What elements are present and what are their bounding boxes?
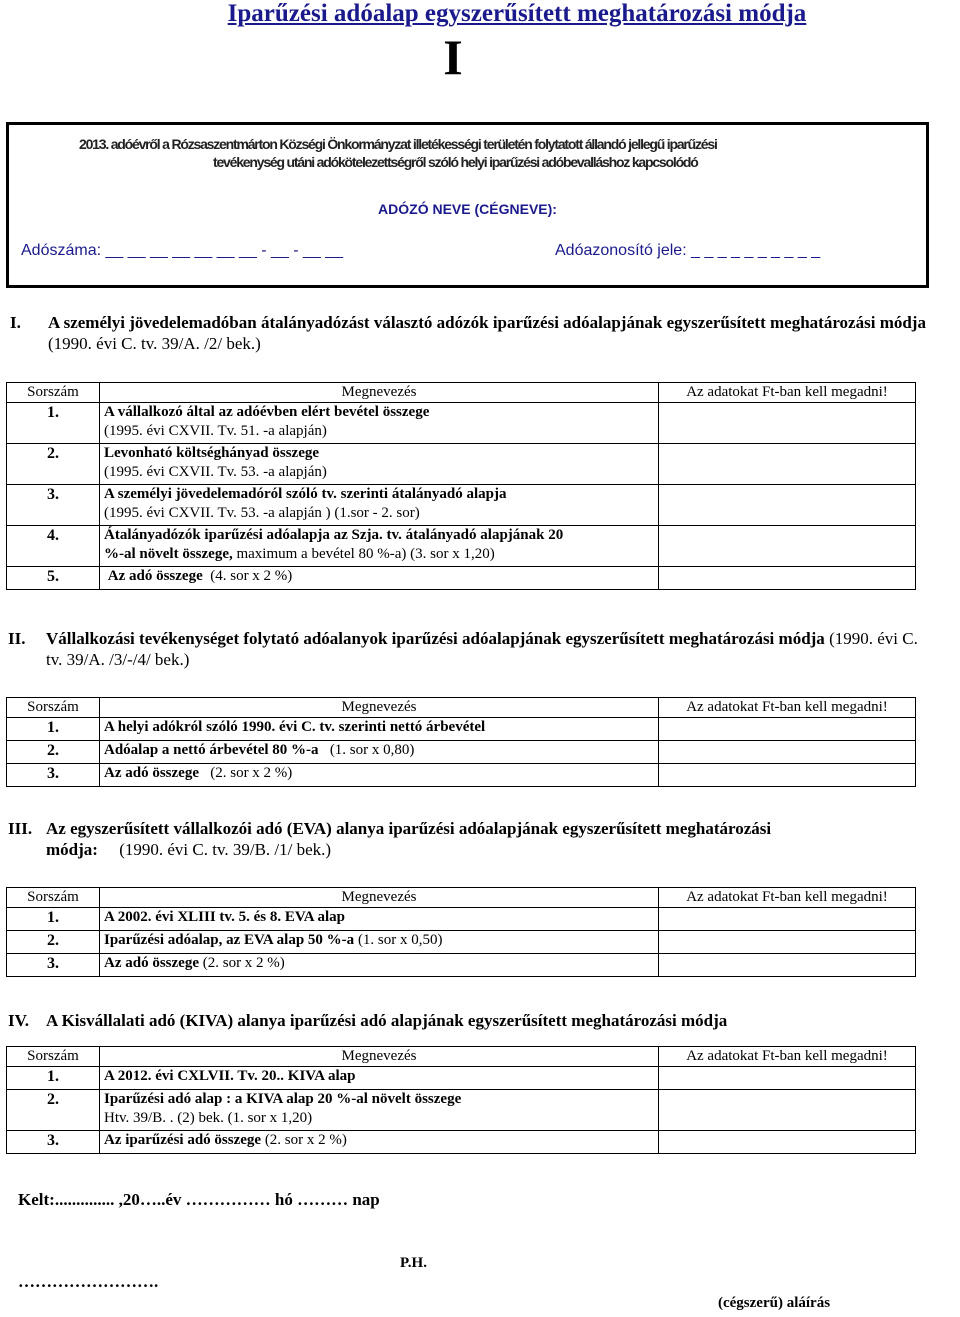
row-number: 2.: [7, 931, 100, 954]
table-row: [7, 1131, 916, 1154]
row-value-cell[interactable]: [659, 526, 916, 567]
row-description: [100, 931, 659, 954]
header-name: Megnevezés: [100, 888, 659, 908]
row-value-cell[interactable]: [659, 567, 916, 590]
row-reference: (2. sor x 2 %): [210, 765, 293, 781]
row-description: [100, 1067, 659, 1090]
row-value-cell[interactable]: [659, 1090, 916, 1131]
row-value-cell[interactable]: [659, 954, 916, 977]
row-reference: (1. sor x 0,80): [329, 742, 415, 758]
row-label: Átalányadózók iparűzési adóalapja az Szja. tv. átalányadó alapjának 20: [104, 527, 564, 543]
row-number: 1.: [7, 403, 100, 444]
row-label: A 2012. évi CXLVII. Tv. 20.. KIVA alap: [104, 1068, 356, 1084]
row-value-cell[interactable]: [659, 741, 916, 764]
row-reference: (1995. évi CXVII. Tv. 53. -a alapján): [104, 464, 327, 480]
row-reference: (2. sor x 2 %): [202, 955, 285, 971]
row-reference: (1. sor x 0,50): [357, 932, 443, 948]
row-number: 1.: [7, 718, 100, 741]
row-description: [100, 567, 659, 590]
signature-line[interactable]: …………………….: [18, 1272, 159, 1291]
row-reference: (1995. évi CXVII. Tv. 53. -a alapján ) (1.sor - 2. sor): [104, 505, 420, 521]
section-3-heading: [8, 818, 928, 862]
section-3-title: [46, 818, 926, 860]
row-number: 1.: [7, 1067, 100, 1090]
header-no: Sorszám: [7, 383, 100, 403]
tax-id-field[interactable]: [555, 242, 820, 260]
table-row: [7, 954, 916, 977]
row-label: A személyi jövedelemadóról szóló tv. szerinti átalányadó alapja: [104, 486, 507, 502]
row-description: [100, 403, 659, 444]
row-label: Az adó összege: [107, 568, 203, 584]
date-line[interactable]: Kelt:.............. ,20…..év …………… hó ……… nap: [18, 1190, 380, 1209]
section-3-title-bold-2: módja:: [46, 840, 98, 859]
header-no: Sorszám: [7, 698, 100, 718]
row-label: Iparűzési adóalap, az EVA alap 50 %-a: [104, 932, 355, 948]
section-4-title: A Kisvállalati adó (KIVA) alanya iparűzési adó alapjának egyszerűsített meghatározási módja: [46, 1011, 728, 1030]
table-row: [7, 1090, 916, 1131]
section-1-title: [48, 312, 928, 354]
header-name: Megnevezés: [100, 383, 659, 403]
row-reference: (1995. évi CXVII. Tv. 51. -a alapján): [104, 423, 327, 439]
section-1-heading: [10, 312, 930, 356]
row-label: A vállalkozó által az adóévben elért bevétel összege: [104, 404, 430, 420]
section-4-number: IV.: [8, 1011, 29, 1030]
section-2-number: II.: [8, 629, 26, 648]
row-description: [100, 485, 659, 526]
tax-number-blanks: __ __ __ __ __ __ __ - __ - __ __: [105, 242, 344, 259]
intro-text: [79, 135, 849, 171]
table-row: [7, 444, 916, 485]
row-number: 3.: [7, 485, 100, 526]
row-value-cell[interactable]: [659, 403, 916, 444]
table-row: [7, 403, 916, 444]
row-description: [100, 741, 659, 764]
row-description: [100, 526, 659, 567]
row-label: A 2002. évi XLIII tv. 5. és 8. EVA alap: [104, 909, 346, 925]
row-reference: maximum a bevétel 80 %-a) (3. sor x 1,20): [236, 546, 495, 562]
row-label: Az iparűzési adó összege: [104, 1132, 262, 1148]
section-2-title-ref: (1990. évi C. tv. 39/A. /3/-/4/ bek.): [46, 629, 918, 669]
row-description: [100, 1090, 659, 1131]
row-value-cell[interactable]: [659, 931, 916, 954]
row-label-cont: %-al növelt összege,: [104, 546, 233, 562]
row-label: Az adó összege: [104, 955, 199, 971]
section-1-number: I.: [10, 313, 21, 332]
signature-label: (cégszerű) aláírás: [718, 1295, 831, 1311]
row-value-cell[interactable]: [659, 908, 916, 931]
row-number: 3.: [7, 954, 100, 977]
header-name: Megnevezés: [100, 1047, 659, 1067]
section-3-table: [6, 887, 916, 977]
table-row: [7, 931, 916, 954]
row-description: [100, 1131, 659, 1154]
section-2-title-bold: Vállalkozási tevékenységet folytató adóalanyok iparűzési adóalapjának egyszerűsített meghatározási módja: [46, 629, 825, 648]
section-4-heading: [8, 1010, 928, 1032]
table-row: [7, 567, 916, 590]
header-value: Az adatokat Ft-ban kell megadni!: [659, 1047, 916, 1067]
table-header-row: [7, 1047, 916, 1067]
tax-id-blanks: _ _ _ _ _ _ _ _ _ _: [691, 242, 821, 259]
intro-line-2: tevékenység utáni adókötelezettségről szóló helyi iparűzési adóbevalláshoz kapcsolódó: [213, 154, 698, 170]
taxpayer-name-label: ADÓZÓ NEVE (CÉGNEVE):: [378, 201, 557, 217]
table-row: [7, 908, 916, 931]
row-reference: (4. sor x 2 %): [210, 568, 293, 584]
row-value-cell[interactable]: [659, 485, 916, 526]
section-4-table: [6, 1046, 916, 1154]
row-description: [100, 718, 659, 741]
section-2-heading: [8, 628, 928, 672]
row-label: Az adó összege: [104, 765, 199, 781]
header-value: Az adatokat Ft-ban kell megadni!: [659, 698, 916, 718]
row-label: Levonható költséghányad összege: [104, 445, 320, 461]
row-value-cell[interactable]: [659, 1067, 916, 1090]
taxpayer-info-box: [6, 122, 929, 288]
row-value-cell[interactable]: [659, 444, 916, 485]
section-3-title-bold: Az egyszerűsített vállalkozói adó (EVA) alanya iparűzési adóalapjának egyszerűsített meghatározási: [46, 819, 772, 838]
header-value: Az adatokat Ft-ban kell megadni!: [659, 888, 916, 908]
row-label: Iparűzési adó alap : a KIVA alap 20 %-al növelt összege: [104, 1091, 462, 1107]
row-number: 3.: [7, 1131, 100, 1154]
row-number: 2.: [7, 1090, 100, 1131]
table-row: [7, 1067, 916, 1090]
intro-line-1: 2013. adóévről a Rózsaszentmárton Községi Önkormányzat illetékességi területén folytatott állandó jellegű iparűzési: [79, 136, 717, 152]
table-row: [7, 741, 916, 764]
page-title: Iparűzési adóalap egyszerűsített meghatározási módja: [227, 0, 807, 27]
row-label: A helyi adókról szóló 1990. évi C. tv. szerinti nettó árbevétel: [104, 719, 486, 735]
section-3-number: III.: [8, 819, 33, 838]
section-3-title-ref: (1990. évi C. tv. 39/B. /1/ bek.): [119, 840, 332, 859]
header-name: Megnevezés: [100, 698, 659, 718]
tax-id-label: Adóazonosító jele:: [555, 242, 687, 259]
header-no: Sorszám: [7, 1047, 100, 1067]
row-value-cell[interactable]: [659, 1131, 916, 1154]
section-1-title-ref: (1990. évi C. tv. 39/A. /2/ bek.): [48, 334, 261, 353]
row-label: Adóalap a nettó árbevétel 80 %-a: [104, 742, 319, 758]
row-description: [100, 444, 659, 485]
form-roman-numeral: I: [443, 29, 463, 85]
row-description: [100, 908, 659, 931]
table-row: [7, 764, 916, 787]
row-reference: Htv. 39/B. . (2) bek. (1. sor x 1,20): [104, 1110, 313, 1126]
tax-number-field[interactable]: [21, 242, 343, 260]
row-number: 5.: [7, 567, 100, 590]
header-no: Sorszám: [7, 888, 100, 908]
table-header-row: [7, 698, 916, 718]
row-description: [100, 764, 659, 787]
tax-number-label: Adószáma:: [21, 242, 102, 259]
table-row: [7, 526, 916, 567]
table-row: [7, 718, 916, 741]
header-value: Az adatokat Ft-ban kell megadni!: [659, 383, 916, 403]
section-2-table: [6, 697, 916, 787]
row-number: 1.: [7, 908, 100, 931]
row-value-cell[interactable]: [659, 718, 916, 741]
row-number: 4.: [7, 526, 100, 567]
section-1-title-bold: A személyi jövedelemadóban átalányadózást választó adózók iparűzési adóalapjának egyszerűsített meghatározási módja: [48, 313, 926, 332]
row-number: 2.: [7, 741, 100, 764]
row-description: [100, 954, 659, 977]
section-1-table: [6, 382, 916, 590]
stamp-label: P.H.: [400, 1255, 427, 1271]
row-number: 3.: [7, 764, 100, 787]
row-reference: (2. sor x 2 %): [264, 1132, 347, 1148]
table-header-row: [7, 383, 916, 403]
row-value-cell[interactable]: [659, 764, 916, 787]
section-2-title: [46, 628, 926, 670]
row-number: 2.: [7, 444, 100, 485]
table-header-row: [7, 888, 916, 908]
table-row: [7, 485, 916, 526]
